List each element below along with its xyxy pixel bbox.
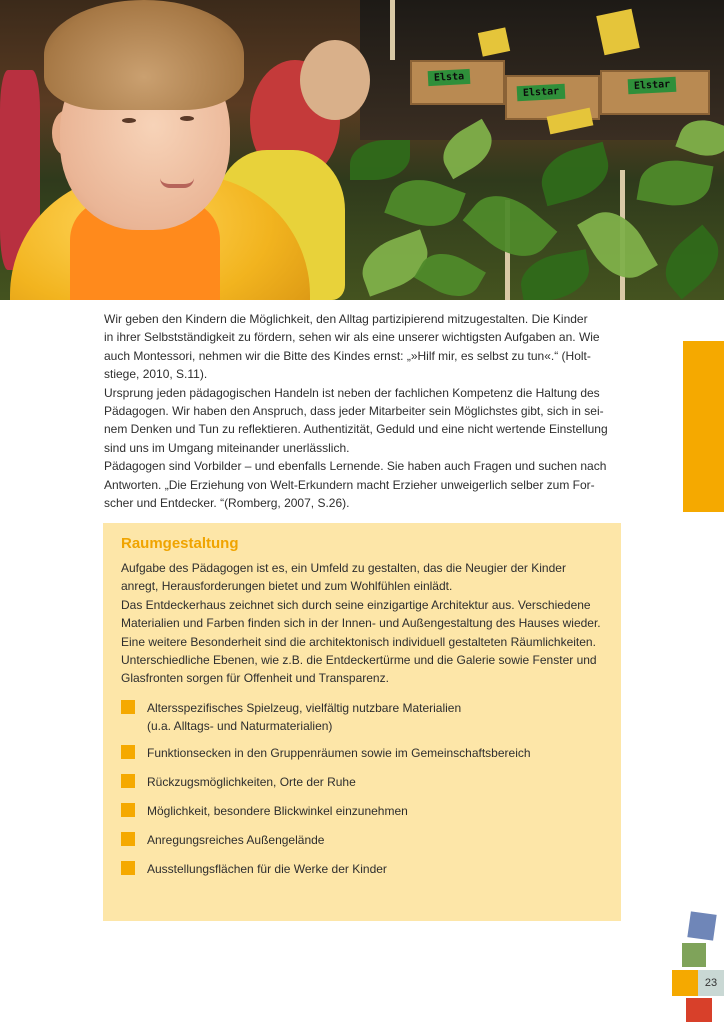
bullet-text: Ausstellungsflächen für die Werke der Kinder (147, 862, 387, 876)
child-smile (160, 178, 194, 188)
bullet-square-icon (121, 832, 135, 846)
box-text (121, 559, 611, 688)
bullet-text: Anregungsreiches Außengelände (147, 833, 325, 847)
plant-leaf (637, 154, 714, 211)
text-line: anregt, Herausforderungen bietet und zum Wohlfühlen einlädt. (121, 579, 453, 594)
intro-text (104, 310, 616, 512)
text-line: Ursprung jeden pädagogischen Handeln ist neben der fachlichen Kompetenz die Haltung des (104, 385, 600, 400)
deco-square-red (686, 998, 712, 1022)
text-line: in ihrer Selbstständigkeit zu fördern, sehen wir als eine unserer wichtigsten Aufgaben an. Wie (104, 330, 600, 345)
bullet-text: Altersspezifisches Spielzeug, vielfältig nutzbare Materialien (147, 701, 462, 715)
text-line: Aufgabe des Pädagogen ist es, ein Umfeld zu gestalten, das die Neugier der Kinder (121, 561, 566, 575)
text-line: Glasfronten sorgen für Offenheit und Transparenz. (121, 671, 389, 686)
background-person (300, 40, 370, 120)
bullet-square-icon (121, 700, 135, 714)
text-line: auch Montessori, nehmen wir die Bitte des Kindes ernst: „»Hilf mir, es selbst zu tun«.“ (Holt- (104, 348, 591, 363)
accent-side-bar (683, 341, 724, 512)
bullet-square-icon (121, 745, 135, 759)
child-eye (122, 118, 136, 123)
deco-square-orange (672, 970, 698, 996)
plant-leaf (350, 140, 410, 180)
text-line: Unterschiedliche Ebenen, wie z.B. die Entdeckertürme und die Galerie sowie Fenster und (121, 653, 597, 668)
text-line: scher und Entdecker. “(Romberg, 2007, S.26). (104, 496, 350, 511)
bullet-text: Funktionsecken in den Gruppenräumen sowie im Gemeinschaftsbereich (147, 746, 531, 760)
text-line: Pädagogen. Wir haben den Anspruch, dass jeder Mitarbeiter sein Möglichstes gibt, sich in sei- (104, 404, 604, 419)
plant-leaf (653, 225, 724, 300)
bullet-square-icon (121, 774, 135, 788)
bullet-text: Möglichkeit, besondere Blickwinkel einzunehmen (147, 804, 408, 818)
bullet-square-icon (121, 861, 135, 875)
text-line: Materialien und Farben finden sich in der Innen- und Außengestaltung des Hauses wieder. (121, 616, 601, 631)
plant-leaf (384, 169, 466, 236)
crate-sign: Elsta (428, 69, 471, 86)
plant-leaf (517, 249, 594, 300)
plant-leaf (577, 200, 658, 290)
header-photo (0, 0, 724, 300)
text-line: Wir geben den Kindern die Möglichkeit, den Alltag partizipierend mitzugestalten. Die Kinder (104, 312, 588, 326)
child-hair (44, 0, 244, 110)
deco-square-green (682, 943, 706, 967)
raumgestaltung-box (103, 523, 621, 921)
crate-sign: Elstar (628, 77, 677, 94)
plant-leaf (535, 142, 615, 206)
text-line: Eine weitere Besonderheit sind die architektonisch individuell gestalteten Räumlichkeiten. (121, 634, 596, 649)
bullet-text: Rückzugsmöglichkeiten, Orte der Ruhe (147, 775, 356, 789)
box-title: Raumgestaltung (121, 535, 239, 552)
text-line: stiege, 2010, S.11). (104, 367, 208, 382)
deco-square-blue (687, 911, 716, 940)
crate-sign: Elstar (517, 84, 566, 101)
child-eye (180, 116, 194, 121)
text-line: Das Entdeckerhaus zeichnet sich durch seine einzigartige Architektur aus. Verschiedene (121, 597, 591, 612)
stall-pole (390, 0, 395, 60)
text-line: sind uns im Umgang miteinander unerlässlich. (104, 440, 350, 455)
bullet-text: (u.a. Alltags- und Naturmaterialien) (147, 719, 333, 733)
page-number: 23 (698, 970, 724, 996)
text-line: Pädagogen sind Vorbilder – und ebenfalls Lernende. Sie haben auch Fragen und suchen nach (104, 459, 607, 474)
text-line: Antworten. „Die Erziehung von Welt-Erkundern macht Erzieher unweigerlich selber zum For- (104, 477, 595, 492)
text-line: nem Denken und Tun zu reflektieren. Authentizität, Geduld und eine nicht wertende Einstellung (104, 422, 608, 437)
bullet-square-icon (121, 803, 135, 817)
